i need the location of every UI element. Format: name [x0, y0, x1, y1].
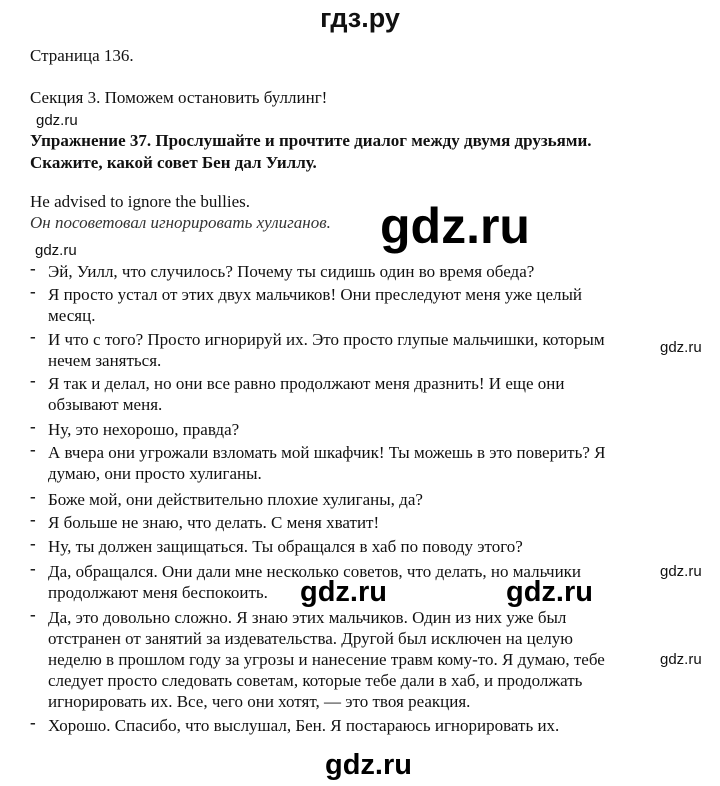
dialogue-line: обзывают меня. — [48, 395, 163, 414]
dialogue-line: Хорошо. Спасибо, что выслушал, Бен. Я постараюсь игнорировать их. — [48, 716, 560, 735]
watermark: gdz.ru — [325, 749, 412, 781]
dialogue-line: следует просто следовать советам, которые тебе дали в хаб, и продолжать — [48, 671, 583, 690]
watermark: gdz.ru — [35, 242, 77, 259]
dialogue-line: отстранен от занятий за издевательства. Другой был исключен на целую — [48, 629, 573, 648]
dialogue-dash: - — [30, 417, 36, 436]
exercise-title-line1: Упражнение 37. Прослушайте и прочтите диалог между двумя друзьями. — [30, 131, 592, 150]
dialogue-dash: - — [30, 371, 36, 390]
dialogue-dash: - — [30, 713, 36, 732]
watermark: gdz.ru — [36, 112, 78, 129]
dialogue-dash: - — [30, 259, 36, 278]
dialogue-line: Я так и делал, но они все равно продолжают меня дразнить! И еще они — [48, 374, 565, 393]
answer-russian: Он посоветовал игнорировать хулиганов. — [30, 213, 331, 232]
dialogue-dash: - — [30, 559, 36, 578]
dialogue-line: И что с того? Просто игнорируй их. Это просто глупые мальчишки, которым — [48, 330, 605, 349]
dialogue-dash: - — [30, 487, 36, 506]
watermark: gdz.ru — [300, 576, 387, 608]
dialogue-dash: - — [30, 605, 36, 624]
page-label: Страница 136. — [30, 46, 134, 65]
dialogue-dash: - — [30, 534, 36, 553]
dialogue-dash: - — [30, 510, 36, 529]
answer-english: He advised to ignore the bullies. — [30, 192, 251, 211]
dialogue-line: Боже мой, они действительно плохие хулиганы, да? — [48, 490, 423, 509]
watermark: gdz.ru — [506, 576, 593, 608]
dialogue-line: месяц. — [48, 306, 96, 325]
site-title: гдз.ру — [320, 3, 400, 33]
dialogue-line: думаю, они просто хулиганы. — [48, 464, 262, 483]
dialogue-line: А вчера они угрожали взломать мой шкафчик! Ты можешь в это поверить? Я — [48, 443, 606, 462]
section-label: Секция 3. Поможем остановить буллинг! — [30, 88, 328, 107]
dialogue-dash: - — [30, 282, 36, 301]
dialogue-dash: - — [30, 440, 36, 459]
dialogue-line: Я больше не знаю, что делать. С меня хватит! — [48, 513, 380, 532]
watermark: gdz.ru — [660, 339, 702, 356]
dialogue-line: Да, обращался. Они дали мне несколько советов, что делать, но мальчики — [48, 562, 582, 581]
dialogue-dash: - — [30, 327, 36, 346]
dialogue-line: Ну, ты должен защищаться. Ты обращался в хаб по поводу этого? — [48, 537, 523, 556]
watermark: gdz.ru — [660, 651, 702, 668]
exercise-title-line2: Скажите, какой совет Бен дал Уиллу. — [30, 153, 317, 172]
dialogue-line: Ну, это нехорошо, правда? — [48, 420, 240, 439]
dialogue-line: неделю в прошлом году за угрозы и нанесение травм кому-то. Я думаю, тебе — [48, 650, 605, 669]
watermark: gdz.ru — [660, 563, 702, 580]
dialogue-line: игнорировать их. Все, чего они хотят, — это твоя реакция. — [48, 692, 471, 711]
dialogue-line: нечем заняться. — [48, 351, 162, 370]
dialogue-line: Я просто устал от этих двух мальчиков! Они преследуют меня уже целый — [48, 285, 583, 304]
dialogue-line: Эй, Уилл, что случилось? Почему ты сидишь один во время обеда? — [48, 262, 535, 281]
watermark: gdz.ru — [380, 198, 530, 254]
dialogue-line: продолжают меня беспокоить. — [48, 583, 268, 602]
dialogue-line: Да, это довольно сложно. Я знаю этих мальчиков. Один из них уже был — [48, 608, 567, 627]
